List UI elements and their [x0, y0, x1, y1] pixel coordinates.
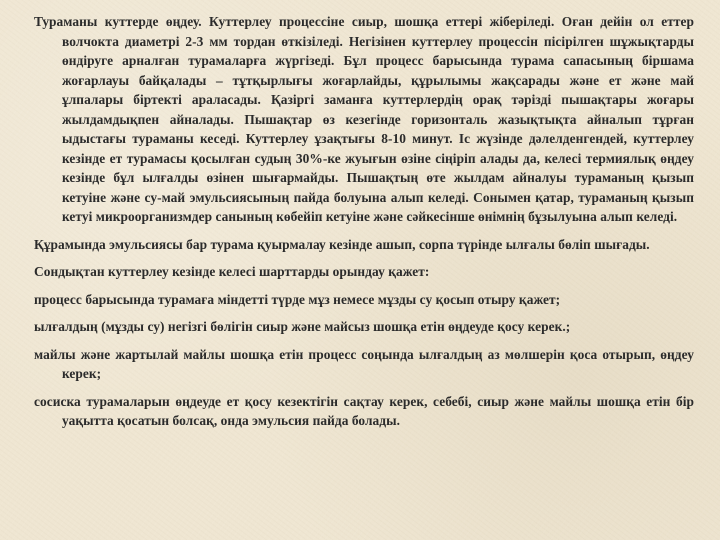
paragraph-emulsion: Құрамында эмульсиясы бар турама қуырмалау кезінде ашып, сорпа түрінде ылғалы бөліп шығады. [34, 236, 650, 252]
paragraph-condition-moisture: ылғалдың (мұзды су) негізгі бөлігін сиыр және майсыз шошқа етін өңдеуде қосу керек.; [34, 319, 571, 334]
paragraph-cuttering-intro: Тураманы куттерде өңдеу. Куттерлеу процессіне сиыр, шошқа еттері жіберіледі. Оған дейін ол еттер волчокта диаметрі 2-3 мм тордан өткізіледі. Негізінен куттерлеу процессін пісірілген шұжықтарды өндіруге арналған турамаларға жүргізеді. Бұл процесс барысында турама сапасының біршама жоғарлауы байқалады – тұтқырлығы жоғарлайды, құрылымы жақсарады және ет және май ұлпалары біртекті араласады. Қазіргі заманға куттерлердің орақ тәрізді пышақтары жоғары жылдамдықпен айналады. Пышақтар өз кезегінде горизонталь жазықтықта айналып тұрған ыдыстағы тураманы кеседі. Куттерлеу ұзақтығы 8-10 минут. Іс жүзінде дәлелденгендей, куттерлеу кезінде ет турамасы қосылған судың 30%-ке жуығын өзіне сіңіріп алады да, келесі термиялық өңдеу кезінде бұл ылғалды өзінен шығармайды. Пышақтың өте жылдам айналуы тураманың қызып кетуіне және су-май эмульсиясының пайда болуына алып келеді. Сонымен қатар, тураманың қызып кетуі микроорганизмдер санының көбейіп кетуіне және сәйкесінше өнімнің бұзылуына алып келеді. [34, 14, 694, 224]
paragraph-condition-fatty-pork: майлы және жартылай майлы шошқа етін процесс соңында ылғалдың аз мөлшерін қоса отырып, өңдеу керек; [34, 346, 694, 381]
paragraph-conditions-heading: Сондықтан куттерлеу кезінде келесі шарттарды орындау қажет: [34, 264, 430, 279]
paragraph-condition-ice: процесс барысында турамаға міндетті түрде мұз немесе мұзды су қосып отыру қажет; [34, 291, 561, 307]
paragraph-condition-sausage-order: сосиска турамаларын өңдеуде ет қосу кезектігін сақтау керек, себебі, сиыр және майлы шошқа етін бір уақытта қосатын болсақ, онда эмульсия пайда болады. [34, 393, 694, 428]
